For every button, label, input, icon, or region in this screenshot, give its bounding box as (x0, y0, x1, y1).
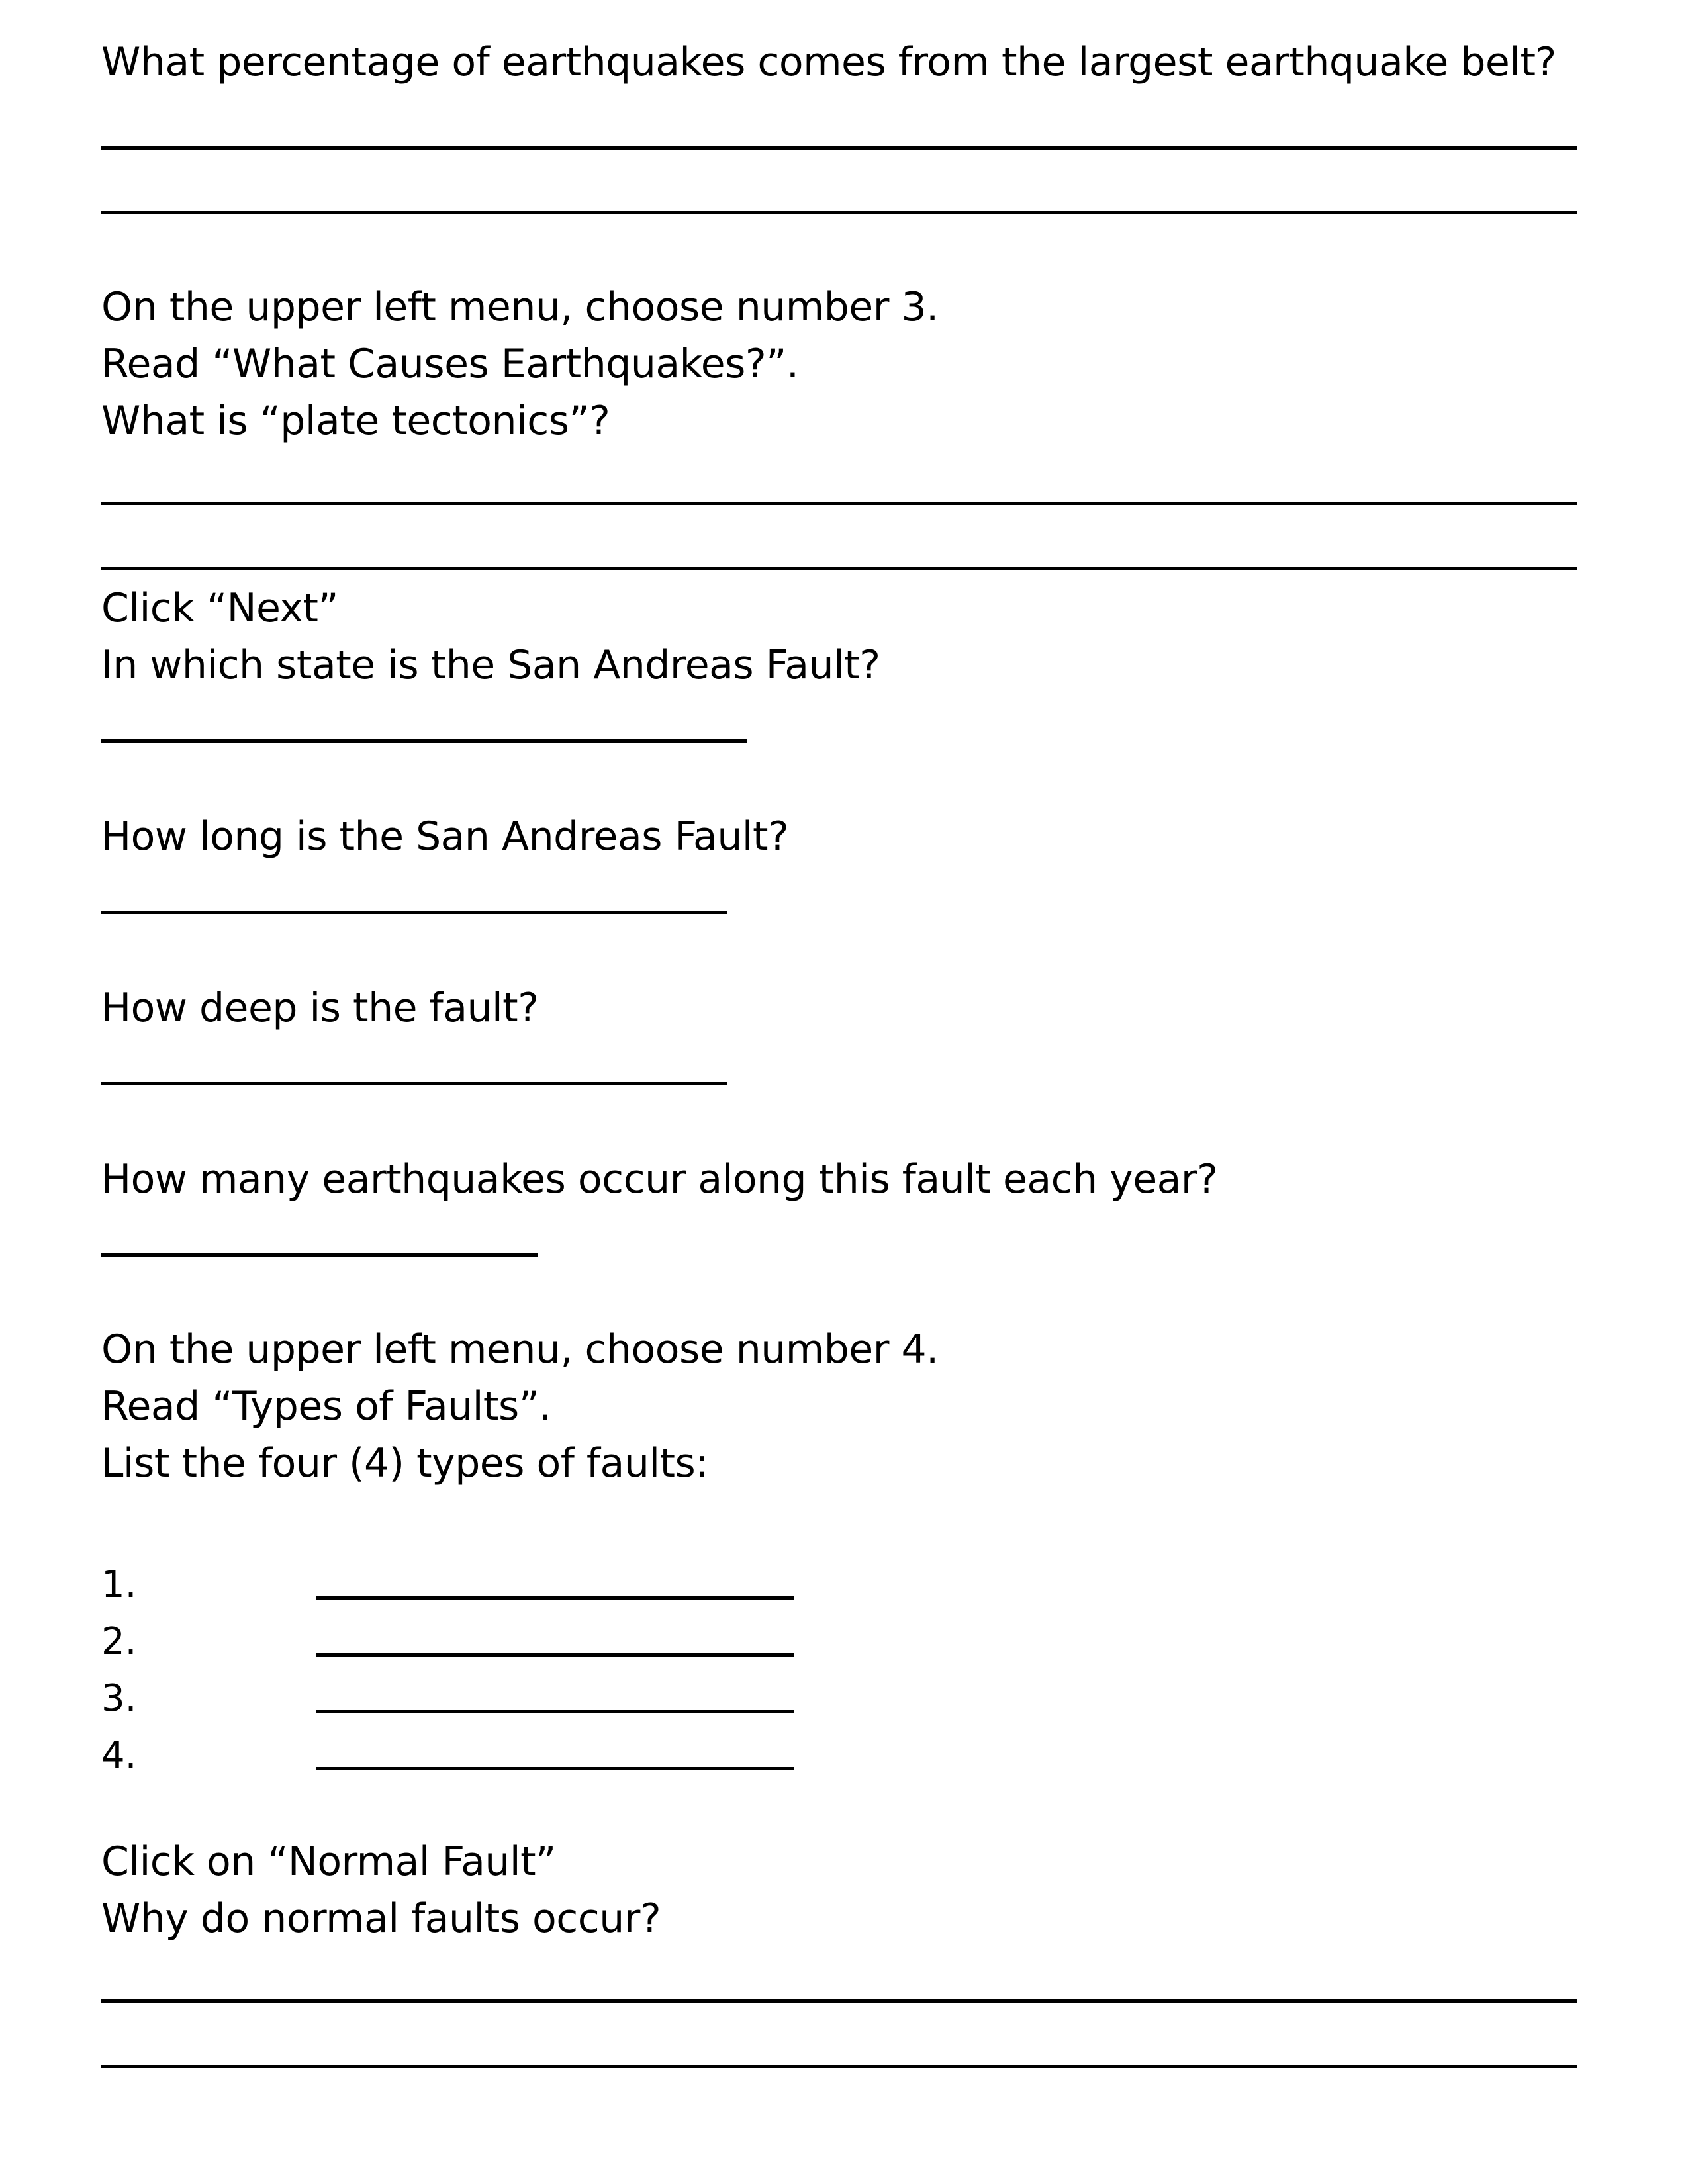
instruction-choose-3: On the upper left menu, choose number 3. (101, 284, 939, 330)
answer-line[interactable] (101, 2065, 1577, 2068)
list-number: 2. (101, 1620, 137, 1663)
answer-line[interactable] (316, 1596, 794, 1600)
answer-line[interactable] (101, 1082, 727, 1085)
instruction-click-normal-fault: Click on “Normal Fault” (101, 1839, 556, 1885)
question-why-normal-faults: Why do normal faults occur? (101, 1895, 661, 1942)
answer-line[interactable] (101, 211, 1577, 214)
answer-line[interactable] (101, 911, 727, 914)
question-largest-belt-percentage: What percentage of earthquakes comes from the largest earthquake belt? (101, 39, 1556, 85)
question-state-of-fault: In which state is the San Andreas Fault? (101, 642, 880, 688)
question-earthquakes-per-year: How many earthquakes occur along this fault each year? (101, 1156, 1218, 1203)
answer-line[interactable] (101, 146, 1577, 150)
question-plate-tectonics: What is “plate tectonics”? (101, 398, 610, 444)
instruction-choose-4: On the upper left menu, choose number 4. (101, 1326, 939, 1373)
answer-line[interactable] (316, 1710, 794, 1713)
answer-line[interactable] (101, 1999, 1577, 2003)
instruction-read-types: Read “Types of Faults”. (101, 1383, 551, 1430)
question-fault-depth: How deep is the fault? (101, 985, 539, 1031)
answer-line[interactable] (101, 739, 747, 743)
question-list-fault-types: List the four (4) types of faults: (101, 1440, 709, 1486)
instruction-read-causes: Read “What Causes Earthquakes?”. (101, 341, 799, 387)
answer-line[interactable] (316, 1653, 794, 1657)
instruction-click-next: Click “Next” (101, 585, 338, 631)
list-number: 1. (101, 1563, 137, 1606)
list-number: 4. (101, 1734, 137, 1777)
answer-line[interactable] (101, 1253, 538, 1257)
question-fault-length: How long is the San Andreas Fault? (101, 813, 789, 860)
answer-line[interactable] (101, 567, 1577, 570)
list-number: 3. (101, 1677, 137, 1720)
answer-line[interactable] (101, 502, 1577, 505)
answer-line[interactable] (316, 1767, 794, 1770)
